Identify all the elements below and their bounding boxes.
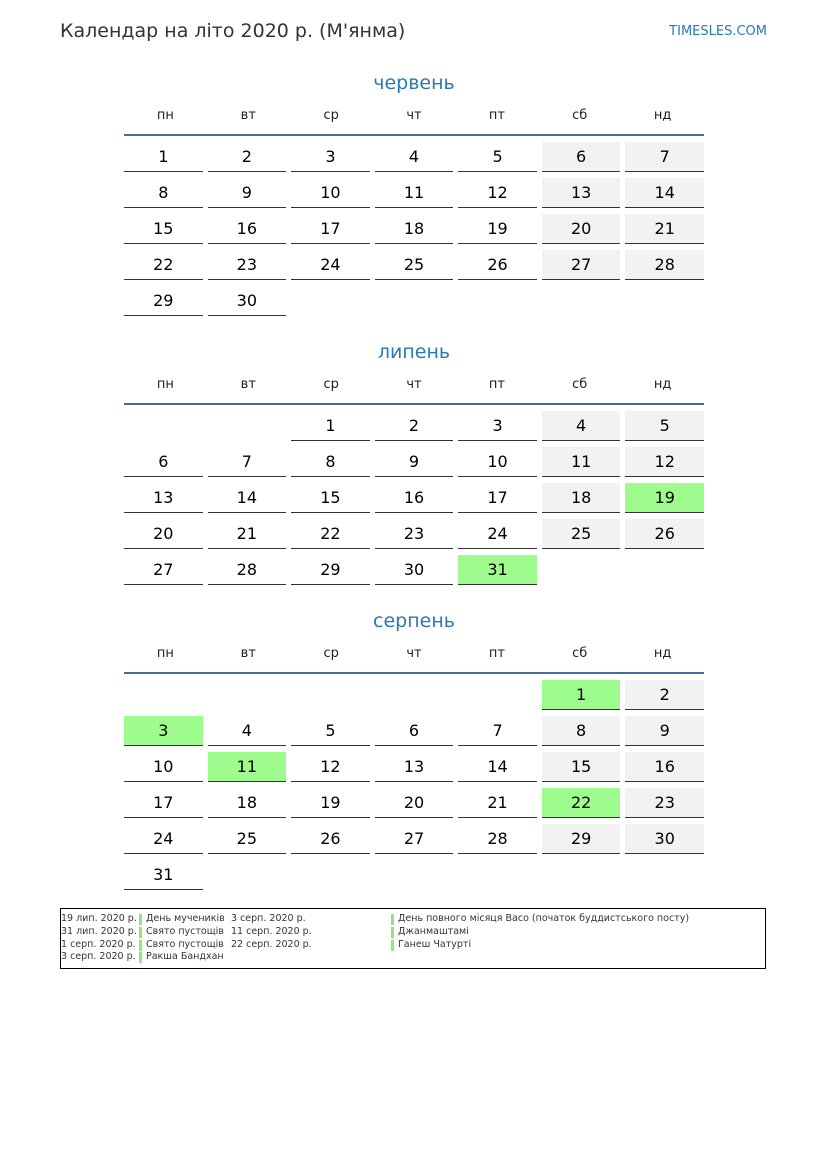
weekday-label: ср xyxy=(323,377,339,392)
weekday-label: пн xyxy=(156,377,174,392)
day-cell: 5 xyxy=(625,411,704,441)
legend-item xyxy=(61,913,225,926)
day-cell: 23 xyxy=(375,519,454,549)
day-cell: 17 xyxy=(458,483,537,513)
day-grid xyxy=(124,680,704,890)
day-cell: 10 xyxy=(291,178,370,208)
day-cell: 25 xyxy=(375,250,454,280)
month-july xyxy=(124,339,704,585)
day-cell: 14 xyxy=(208,483,287,513)
day-cell: 15 xyxy=(291,483,370,513)
page-title: Календар на літо 2020 р. (М'янма) xyxy=(60,20,406,42)
day-cell: 28 xyxy=(458,824,537,854)
weekday-header xyxy=(124,106,704,136)
day-cell: 16 xyxy=(375,483,454,513)
day-cell: 23 xyxy=(625,788,704,818)
legend-date: 31 лип. 2020 р. xyxy=(61,925,137,937)
legend-date: 22 серп. 2020 р. xyxy=(231,938,312,950)
day-cell: 6 xyxy=(542,142,621,172)
day-cell: 29 xyxy=(291,555,370,585)
holiday-day-cell: 31 xyxy=(458,555,537,585)
day-cell: 28 xyxy=(625,250,704,280)
day-cell: 8 xyxy=(124,178,203,208)
weekday-label: пт xyxy=(488,646,505,661)
weekday-label: сб xyxy=(572,377,588,392)
weekday-label: пт xyxy=(488,108,505,123)
day-cell: 7 xyxy=(458,716,537,746)
weekday-label: вт xyxy=(240,377,256,392)
day-cell: 5 xyxy=(458,142,537,172)
day-cell: 19 xyxy=(458,214,537,244)
day-cell: 12 xyxy=(458,178,537,208)
day-cell: 24 xyxy=(291,250,370,280)
day-cell: 8 xyxy=(542,716,621,746)
legend-date: 11 серп. 2020 р. xyxy=(231,925,312,937)
day-cell: 14 xyxy=(625,178,704,208)
day-cell: 18 xyxy=(375,214,454,244)
weekday-label: чт xyxy=(406,646,422,661)
day-cell: 7 xyxy=(625,142,704,172)
day-cell: 25 xyxy=(542,519,621,549)
day-cell: 1 xyxy=(291,411,370,441)
legend-date: 3 серп. 2020 р. xyxy=(231,913,306,924)
day-cell: 9 xyxy=(625,716,704,746)
weekday-header xyxy=(124,644,704,674)
day-cell: 18 xyxy=(542,483,621,513)
legend-holiday-name: Джанмаштамі xyxy=(398,925,469,937)
empty-cell xyxy=(208,411,287,441)
weekday-label: ср xyxy=(323,646,339,661)
legend-holiday-name: Свято пустощів xyxy=(146,938,224,950)
day-cell: 26 xyxy=(625,519,704,549)
weekday-label: пн xyxy=(156,646,174,661)
day-cell: 23 xyxy=(208,250,287,280)
month-title: серпень xyxy=(373,610,455,632)
day-cell: 19 xyxy=(291,788,370,818)
day-cell: 21 xyxy=(458,788,537,818)
day-cell: 15 xyxy=(542,752,621,782)
weekday-label: ср xyxy=(323,108,339,123)
day-cell: 3 xyxy=(291,142,370,172)
day-cell: 13 xyxy=(542,178,621,208)
weekday-label: чт xyxy=(406,377,422,392)
day-cell: 20 xyxy=(124,519,203,549)
day-cell: 6 xyxy=(375,716,454,746)
legend-date: 3 серп. 2020 р. xyxy=(61,951,136,963)
legend-holiday-name: Ракша Бандхан xyxy=(146,951,224,963)
empty-cell xyxy=(291,680,370,710)
day-cell: 14 xyxy=(458,752,537,782)
holiday-day-cell: 1 xyxy=(542,680,621,710)
day-grid xyxy=(124,142,704,316)
empty-cell xyxy=(124,680,203,710)
day-cell: 10 xyxy=(124,752,203,782)
day-cell: 18 xyxy=(208,788,287,818)
weekday-label: сб xyxy=(572,108,588,123)
day-cell: 2 xyxy=(208,142,287,172)
legend-item xyxy=(231,913,690,926)
day-cell: 12 xyxy=(625,447,704,477)
day-cell: 24 xyxy=(458,519,537,549)
day-cell: 21 xyxy=(625,214,704,244)
day-cell: 30 xyxy=(208,286,287,316)
weekday-label: нд xyxy=(653,646,672,661)
month-june xyxy=(124,70,704,316)
legend-holiday-name: День мучеників xyxy=(146,913,225,924)
day-cell: 9 xyxy=(375,447,454,477)
site-link[interactable]: TIMESLES.COM xyxy=(669,24,767,39)
month-title: червень xyxy=(373,72,455,94)
month-august xyxy=(124,608,704,890)
legend-holiday-name: Ганеш Чатурті xyxy=(398,938,472,950)
empty-cell xyxy=(124,411,203,441)
holiday-day-cell: 22 xyxy=(542,788,621,818)
legend-date: 1 серп. 2020 р. xyxy=(61,938,136,950)
day-cell: 3 xyxy=(458,411,537,441)
day-cell: 20 xyxy=(375,788,454,818)
weekday-label: вт xyxy=(240,646,256,661)
day-cell: 17 xyxy=(124,788,203,818)
holiday-legend xyxy=(60,908,766,969)
day-cell: 31 xyxy=(124,860,203,890)
legend-holiday-name: День повного місяця Васо (початок буддистського посту) xyxy=(398,913,690,924)
day-cell: 25 xyxy=(208,824,287,854)
legend-color-marker xyxy=(391,927,394,938)
day-cell: 29 xyxy=(124,286,203,316)
legend-color-marker xyxy=(139,940,142,951)
legend-item xyxy=(231,938,472,952)
day-cell: 16 xyxy=(625,752,704,782)
legend-item xyxy=(61,926,224,939)
day-cell: 22 xyxy=(124,250,203,280)
weekday-label: пн xyxy=(156,108,174,123)
day-cell: 11 xyxy=(542,447,621,477)
day-cell: 11 xyxy=(375,178,454,208)
day-cell: 28 xyxy=(208,555,287,585)
legend-color-marker xyxy=(139,952,142,963)
day-cell: 6 xyxy=(124,447,203,477)
day-cell: 26 xyxy=(291,824,370,854)
day-cell: 24 xyxy=(124,824,203,854)
legend-color-marker xyxy=(391,940,394,951)
day-cell: 8 xyxy=(291,447,370,477)
day-cell: 15 xyxy=(124,214,203,244)
day-cell: 30 xyxy=(625,824,704,854)
day-cell: 9 xyxy=(208,178,287,208)
legend-date: 19 лип. 2020 р. xyxy=(61,913,137,924)
day-cell: 21 xyxy=(208,519,287,549)
day-cell: 27 xyxy=(375,824,454,854)
holiday-day-cell: 11 xyxy=(208,752,287,782)
day-cell: 7 xyxy=(208,447,287,477)
day-cell: 4 xyxy=(375,142,454,172)
empty-cell xyxy=(208,680,287,710)
day-grid xyxy=(124,411,704,585)
month-title: липень xyxy=(377,341,451,363)
legend-color-marker xyxy=(139,914,142,925)
day-cell: 13 xyxy=(124,483,203,513)
day-cell: 1 xyxy=(124,142,203,172)
day-cell: 5 xyxy=(291,716,370,746)
weekday-label: нд xyxy=(653,377,672,392)
day-cell: 12 xyxy=(291,752,370,782)
weekday-label: нд xyxy=(653,108,672,123)
day-cell: 22 xyxy=(291,519,370,549)
day-cell: 2 xyxy=(625,680,704,710)
day-cell: 30 xyxy=(375,555,454,585)
weekday-label: пт xyxy=(488,377,505,392)
day-cell: 13 xyxy=(375,752,454,782)
empty-cell xyxy=(375,680,454,710)
day-cell: 4 xyxy=(208,716,287,746)
day-cell: 29 xyxy=(542,824,621,854)
day-cell: 26 xyxy=(458,250,537,280)
day-cell: 4 xyxy=(542,411,621,441)
holiday-day-cell: 3 xyxy=(124,716,203,746)
legend-item xyxy=(61,939,224,952)
day-cell: 20 xyxy=(542,214,621,244)
day-cell: 16 xyxy=(208,214,287,244)
empty-cell xyxy=(458,680,537,710)
weekday-header xyxy=(124,375,704,405)
legend-color-marker xyxy=(139,927,142,938)
day-cell: 17 xyxy=(291,214,370,244)
weekday-label: вт xyxy=(240,108,256,123)
legend-item xyxy=(231,925,469,939)
holiday-day-cell: 19 xyxy=(625,483,704,513)
legend-color-marker xyxy=(391,914,394,925)
day-cell: 10 xyxy=(458,447,537,477)
weekday-label: сб xyxy=(572,646,588,661)
weekday-label: чт xyxy=(406,108,422,123)
legend-holiday-name: Свято пустощів xyxy=(146,925,224,937)
legend-item xyxy=(61,951,224,964)
day-cell: 27 xyxy=(542,250,621,280)
day-cell: 27 xyxy=(124,555,203,585)
day-cell: 2 xyxy=(375,411,454,441)
